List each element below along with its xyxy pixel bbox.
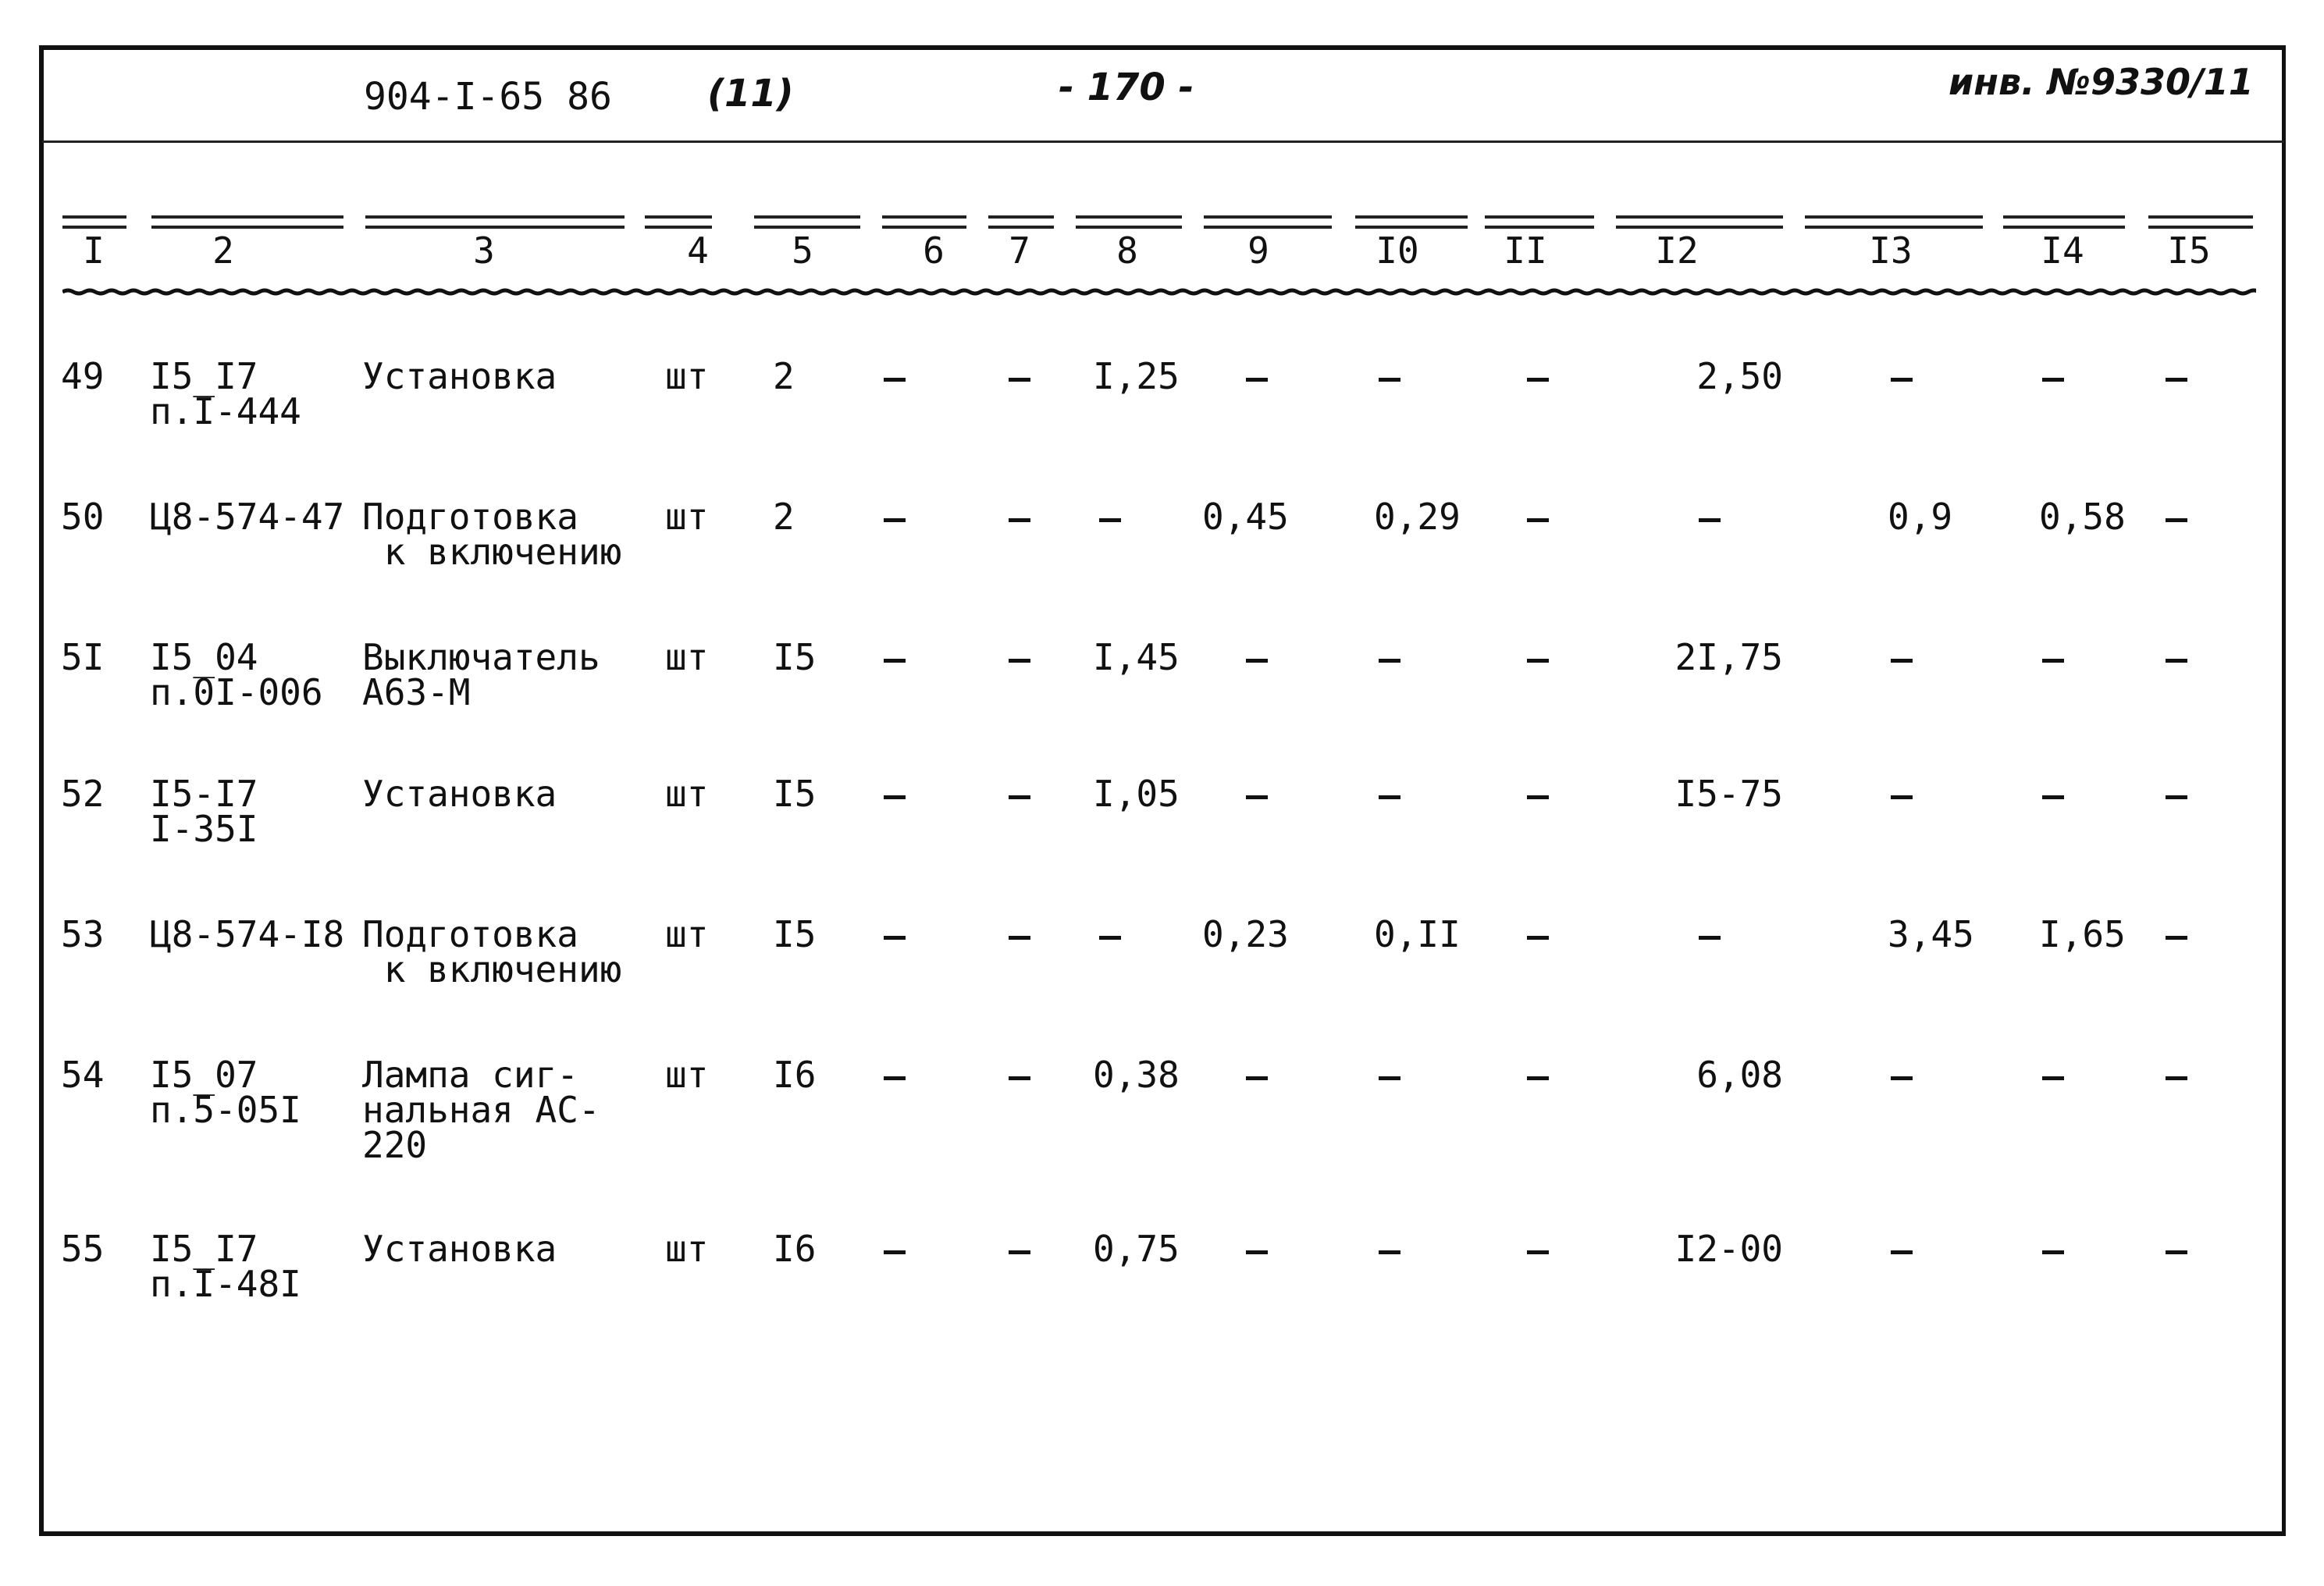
- cell-c13-dash: [1891, 1076, 1913, 1080]
- cell-c6-dash: [884, 1250, 906, 1254]
- cell-c6-dash: [884, 518, 906, 522]
- column-number: 4: [687, 229, 709, 272]
- column-number: 3: [473, 229, 495, 272]
- cell-c15-dash: [2166, 795, 2187, 799]
- cell-c11-dash: [1527, 659, 1549, 663]
- cell-c9: 0,23: [1202, 913, 1289, 955]
- cell-c9: 0,45: [1202, 496, 1289, 538]
- cell-c11-dash: [1527, 378, 1549, 382]
- cell-c11-dash: [1527, 518, 1549, 522]
- column-rule-7: [988, 215, 1054, 229]
- cell-name: Установка: [362, 1228, 557, 1270]
- column-number: I2: [1655, 229, 1699, 272]
- cell-c11-dash: [1527, 1250, 1549, 1254]
- column-number: II: [1504, 229, 1547, 272]
- column-rule-14: [2003, 215, 2125, 229]
- cell-c14-dash: [2042, 795, 2064, 799]
- cell-c9-dash: [1246, 795, 1268, 799]
- cell-no: 49: [61, 355, 105, 397]
- column-number: 7: [1009, 229, 1030, 272]
- cell-qty: I5: [773, 773, 817, 815]
- cell-qty: 2: [773, 496, 795, 538]
- header-divider: [42, 140, 2284, 143]
- cell-c8: 0,75: [1093, 1228, 1180, 1270]
- column-rule-6: [882, 215, 966, 229]
- cell-c13: 3,45: [1888, 913, 1974, 955]
- cell-c14: I,65: [2039, 913, 2126, 955]
- cell-c13-dash: [1891, 378, 1913, 382]
- cell-no: 50: [61, 496, 105, 538]
- cell-no: 5I: [61, 636, 105, 678]
- cell-c12: 2,50: [1696, 355, 1783, 397]
- column-number: 2: [212, 229, 234, 272]
- cell-unit: шт: [665, 773, 709, 815]
- cell-c14-dash: [2042, 659, 2064, 663]
- cell-qty: I5: [773, 913, 817, 955]
- column-number: I0: [1376, 229, 1419, 272]
- cell-qty: 2: [773, 355, 795, 397]
- cell-c8: I,45: [1093, 636, 1180, 678]
- cell-c8: I,05: [1093, 773, 1180, 815]
- cell-c7-dash: [1009, 936, 1030, 940]
- column-rule-5: [754, 215, 860, 229]
- cell-c12-dash: [1699, 936, 1721, 940]
- cell-c15-dash: [2166, 1076, 2187, 1080]
- column-number: 5: [792, 229, 813, 272]
- cell-c10-dash: [1379, 1250, 1400, 1254]
- cell-c8-dash: [1099, 518, 1121, 522]
- cell-code: Ц8-574-I8: [150, 913, 345, 955]
- cell-c9-dash: [1246, 1076, 1268, 1080]
- cell-code: I5_04 п.0I-006: [150, 636, 323, 713]
- cell-c13-dash: [1891, 659, 1913, 663]
- cell-name: Установка: [362, 355, 557, 397]
- cell-c7-dash: [1009, 378, 1030, 382]
- cell-name: Подготовка к включению: [362, 913, 622, 990]
- column-rule-15: [2148, 215, 2253, 229]
- cell-c9-dash: [1246, 1250, 1268, 1254]
- cell-c6-dash: [884, 795, 906, 799]
- cell-c14-dash: [2042, 1250, 2064, 1254]
- cell-c14-dash: [2042, 1076, 2064, 1080]
- cell-c10: 0,II: [1374, 913, 1461, 955]
- cell-c6-dash: [884, 1076, 906, 1080]
- cell-c12-dash: [1699, 518, 1721, 522]
- column-rule-12: [1616, 215, 1783, 229]
- cell-c14: 0,58: [2039, 496, 2126, 538]
- cell-c7-dash: [1009, 1076, 1030, 1080]
- cell-c7-dash: [1009, 518, 1030, 522]
- cell-unit: шт: [665, 496, 709, 538]
- column-rule-10: [1355, 215, 1468, 229]
- column-rule-4: [645, 215, 712, 229]
- cell-c15-dash: [2166, 936, 2187, 940]
- cell-qty: I6: [773, 1054, 817, 1096]
- cell-c7-dash: [1009, 1250, 1030, 1254]
- cell-code: I5-I7 I-35I: [150, 773, 258, 850]
- cell-c12: I2-00: [1674, 1228, 1783, 1270]
- cell-c15-dash: [2166, 378, 2187, 382]
- cell-c11-dash: [1527, 936, 1549, 940]
- cell-c12: 6,08: [1696, 1054, 1783, 1096]
- column-number: 9: [1247, 229, 1269, 272]
- cell-c12: 2I,75: [1674, 636, 1783, 678]
- column-number: 8: [1116, 229, 1138, 272]
- cell-c13-dash: [1891, 795, 1913, 799]
- cell-name: Подготовка к включению: [362, 496, 622, 573]
- inventory-number: инв. №9330/11: [1949, 61, 2254, 103]
- cell-c10-dash: [1379, 659, 1400, 663]
- cell-c6-dash: [884, 378, 906, 382]
- column-rule-8: [1076, 215, 1182, 229]
- cell-c12: I5-75: [1674, 773, 1783, 815]
- cell-no: 52: [61, 773, 105, 815]
- cell-name: Лампа сиг- нальная АС- 220: [362, 1054, 600, 1166]
- column-rule-11: [1485, 215, 1594, 229]
- cell-c8: 0,38: [1093, 1054, 1180, 1096]
- cell-c10: 0,29: [1374, 496, 1461, 538]
- column-rule-13: [1805, 215, 1983, 229]
- cell-c9-dash: [1246, 659, 1268, 663]
- cell-code: I5_I7 п.I-48I: [150, 1228, 301, 1305]
- column-rule-1: [62, 215, 126, 229]
- document-code: 904-I-65 86: [364, 75, 612, 119]
- cell-c14-dash: [2042, 378, 2064, 382]
- cell-c11-dash: [1527, 1076, 1549, 1080]
- column-number: I: [83, 229, 105, 272]
- cell-qty: I5: [773, 636, 817, 678]
- cell-unit: шт: [665, 1228, 709, 1270]
- cell-c10-dash: [1379, 795, 1400, 799]
- sheet-mark: (11): [707, 72, 794, 116]
- cell-c10-dash: [1379, 1076, 1400, 1080]
- column-rule-9: [1204, 215, 1332, 229]
- cell-c13: 0,9: [1888, 496, 1953, 538]
- cell-c8: I,25: [1093, 355, 1180, 397]
- cell-unit: шт: [665, 355, 709, 397]
- cell-c15-dash: [2166, 518, 2187, 522]
- column-number: 6: [923, 229, 945, 272]
- cell-unit: шт: [665, 913, 709, 955]
- column-rule-2: [151, 215, 343, 229]
- cell-c9-dash: [1246, 378, 1268, 382]
- page-number: - 170 -: [1059, 66, 1194, 109]
- cell-code: I5_I7 п.I-444: [150, 355, 301, 432]
- cell-c6-dash: [884, 659, 906, 663]
- column-number: I5: [2167, 229, 2211, 272]
- column-number: I3: [1869, 229, 1913, 272]
- cell-code: I5_07 п.5-05I: [150, 1054, 301, 1131]
- cell-unit: шт: [665, 636, 709, 678]
- cell-name: Выключатель А63-М: [362, 636, 600, 713]
- cell-c11-dash: [1527, 795, 1549, 799]
- cell-c13-dash: [1891, 1250, 1913, 1254]
- cell-c15-dash: [2166, 1250, 2187, 1254]
- cell-name: Установка: [362, 773, 557, 815]
- column-rule-3: [365, 215, 625, 229]
- cell-c10-dash: [1379, 378, 1400, 382]
- cell-no: 54: [61, 1054, 105, 1096]
- header-wavy-rule: [62, 287, 2256, 297]
- cell-no: 53: [61, 913, 105, 955]
- cell-c7-dash: [1009, 659, 1030, 663]
- cell-unit: шт: [665, 1054, 709, 1096]
- cell-qty: I6: [773, 1228, 817, 1270]
- cell-c8-dash: [1099, 936, 1121, 940]
- column-number: I4: [2041, 229, 2084, 272]
- cell-code: Ц8-574-47: [150, 496, 345, 538]
- cell-no: 55: [61, 1228, 105, 1270]
- cell-c7-dash: [1009, 795, 1030, 799]
- cell-c15-dash: [2166, 659, 2187, 663]
- cell-c6-dash: [884, 936, 906, 940]
